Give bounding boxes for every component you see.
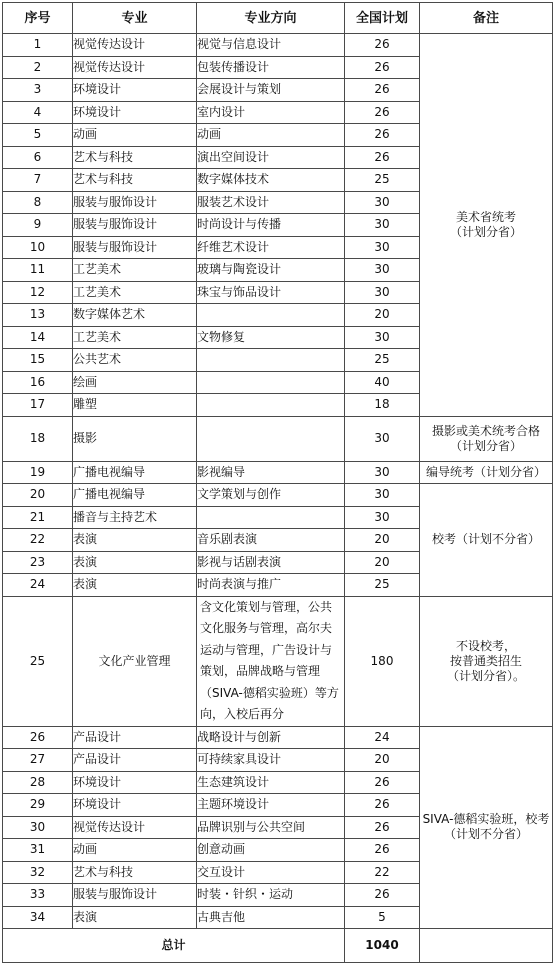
row-plan: 18 (345, 394, 420, 417)
row-plan: 30 (345, 259, 420, 282)
row-plan: 22 (345, 861, 420, 884)
row-seq: 5 (3, 124, 73, 147)
row-seq: 15 (3, 349, 73, 372)
row-major: 环境设计 (73, 771, 197, 794)
row-major: 绘画 (73, 371, 197, 394)
row-seq: 6 (3, 146, 73, 169)
row-direction (197, 394, 345, 417)
row-major: 动画 (73, 124, 197, 147)
row-major: 艺术与科技 (73, 861, 197, 884)
row-major: 数字媒体艺术 (73, 304, 197, 327)
row-direction: 会展设计与策划 (197, 79, 345, 102)
row-major: 环境设计 (73, 794, 197, 817)
row-plan: 30 (345, 506, 420, 529)
note-line: （计划分省） (449, 224, 522, 239)
table-row (3, 596, 553, 726)
row-major: 工艺美术 (73, 281, 197, 304)
row-direction: 古典吉他 (197, 906, 345, 929)
row-direction (197, 371, 345, 394)
table-body (3, 34, 553, 929)
row-direction (197, 349, 345, 372)
row-seq: 34 (3, 906, 73, 929)
row-direction (197, 416, 345, 461)
row-direction: 战略设计与创新 (197, 726, 345, 749)
header-seq: 序号 (3, 3, 73, 34)
table-row (3, 461, 553, 484)
row-plan: 25 (345, 349, 420, 372)
note-cell (420, 596, 553, 726)
row-direction: 包装传播设计 (197, 56, 345, 79)
row-direction: 生态建筑设计 (197, 771, 345, 794)
header-plan: 全国计划 (345, 3, 420, 34)
row-major: 服装与服饰设计 (73, 191, 197, 214)
row-major: 服装与服饰设计 (73, 236, 197, 259)
note-line: SIVA-德稻实验班，校考 (422, 812, 550, 827)
row-major: 环境设计 (73, 101, 197, 124)
header-row (3, 3, 553, 34)
row-plan: 26 (345, 794, 420, 817)
row-plan: 30 (345, 236, 420, 259)
row-seq: 23 (3, 551, 73, 574)
header-direction: 专业方向 (197, 3, 345, 34)
row-seq: 19 (3, 461, 73, 484)
row-major: 文化产业管理 (73, 596, 197, 726)
row-major: 环境设计 (73, 79, 197, 102)
row-direction: 纤维艺术设计 (197, 236, 345, 259)
row-direction: 主题环境设计 (197, 794, 345, 817)
row-major: 广播电视编导 (73, 484, 197, 507)
row-seq: 16 (3, 371, 73, 394)
row-direction (197, 304, 345, 327)
row-plan: 26 (345, 884, 420, 907)
row-seq: 3 (3, 79, 73, 102)
row-major: 广播电视编导 (73, 461, 197, 484)
enrollment-plan-table (2, 2, 553, 963)
note-line: 按普通类招生 (449, 653, 522, 668)
row-seq: 7 (3, 169, 73, 192)
row-major: 艺术与科技 (73, 169, 197, 192)
row-major: 表演 (73, 551, 197, 574)
row-major: 工艺美术 (73, 326, 197, 349)
note-line: 编导统考（计划分省） (425, 464, 546, 479)
note-line: 不设校考， (455, 638, 516, 653)
row-direction: 服装艺术设计 (197, 191, 345, 214)
table-row (3, 416, 553, 461)
row-major: 服装与服饰设计 (73, 214, 197, 237)
row-major: 表演 (73, 529, 197, 552)
row-plan: 26 (345, 56, 420, 79)
row-major: 产品设计 (73, 749, 197, 772)
row-plan: 25 (345, 169, 420, 192)
row-direction: 创意动画 (197, 839, 345, 862)
row-seq: 30 (3, 816, 73, 839)
row-plan: 30 (345, 326, 420, 349)
note-line: （计划分省）。 (446, 668, 525, 683)
row-seq: 22 (3, 529, 73, 552)
row-plan: 20 (345, 749, 420, 772)
row-plan: 180 (345, 596, 420, 726)
row-plan: 26 (345, 34, 420, 57)
row-direction: 文学策划与创作 (197, 484, 345, 507)
row-seq: 11 (3, 259, 73, 282)
row-plan: 26 (345, 146, 420, 169)
row-plan: 30 (345, 191, 420, 214)
row-direction: 时尚设计与传播 (197, 214, 345, 237)
row-plan: 24 (345, 726, 420, 749)
row-plan: 26 (345, 839, 420, 862)
row-seq: 29 (3, 794, 73, 817)
row-major: 视觉传达设计 (73, 56, 197, 79)
row-seq: 12 (3, 281, 73, 304)
note-cell (420, 726, 553, 929)
note-cell (420, 461, 553, 484)
row-direction: 玻璃与陶瓷设计 (197, 259, 345, 282)
row-direction: 品牌识别与公共空间 (197, 816, 345, 839)
row-direction: 影视与话剧表演 (197, 551, 345, 574)
row-plan: 5 (345, 906, 420, 929)
row-seq: 21 (3, 506, 73, 529)
note-cell (420, 484, 553, 597)
row-seq: 10 (3, 236, 73, 259)
row-direction: 交互设计 (197, 861, 345, 884)
note-line: 美术省统考 (455, 209, 516, 224)
row-seq: 4 (3, 101, 73, 124)
row-plan: 30 (345, 281, 420, 304)
row-direction: 动画 (197, 124, 345, 147)
row-major: 表演 (73, 906, 197, 929)
row-major: 雕塑 (73, 394, 197, 417)
row-direction: 数字媒体技术 (197, 169, 345, 192)
row-plan: 20 (345, 304, 420, 327)
row-direction: 影视编导 (197, 461, 345, 484)
note-line: （计划不分省） (443, 827, 528, 842)
row-direction: 可持续家具设计 (197, 749, 345, 772)
row-seq: 20 (3, 484, 73, 507)
row-major: 视觉传达设计 (73, 34, 197, 57)
row-direction: 珠宝与饰品设计 (197, 281, 345, 304)
row-major: 播音与主持艺术 (73, 506, 197, 529)
row-plan: 40 (345, 371, 420, 394)
row-seq: 13 (3, 304, 73, 327)
row-major: 产品设计 (73, 726, 197, 749)
note-line: 校考（计划不分省） (431, 532, 540, 547)
row-seq: 9 (3, 214, 73, 237)
row-direction: 时尚表演与推广 (197, 574, 345, 597)
row-direction: 音乐剧表演 (197, 529, 345, 552)
enrollment-plan-table-container (2, 2, 552, 963)
row-direction (197, 506, 345, 529)
row-plan: 30 (345, 484, 420, 507)
row-plan: 26 (345, 124, 420, 147)
row-plan: 25 (345, 574, 420, 597)
total-row (3, 929, 553, 963)
row-direction: 文物修复 (197, 326, 345, 349)
row-seq: 27 (3, 749, 73, 772)
row-major: 表演 (73, 574, 197, 597)
table-row (3, 34, 553, 57)
row-major: 工艺美术 (73, 259, 197, 282)
row-seq: 14 (3, 326, 73, 349)
row-seq: 31 (3, 839, 73, 862)
note-line: （计划分省） (449, 438, 522, 453)
row-seq: 25 (3, 596, 73, 726)
header-note: 备注 (420, 3, 553, 34)
row-seq: 28 (3, 771, 73, 794)
table-row (3, 484, 553, 507)
row-seq: 26 (3, 726, 73, 749)
row-seq: 2 (3, 56, 73, 79)
row-direction: 视觉与信息设计 (197, 34, 345, 57)
row-seq: 33 (3, 884, 73, 907)
row-seq: 8 (3, 191, 73, 214)
row-plan: 30 (345, 214, 420, 237)
note-cell (420, 34, 553, 417)
row-major: 动画 (73, 839, 197, 862)
total-label: 总计 (3, 929, 345, 963)
note-cell (420, 416, 553, 461)
total-note (420, 929, 553, 963)
row-direction: 含文化策划与管理，公共文化服务与管理，高尔夫运动与管理，广告设计与策划，品牌战略与管理（SIVA-德稻实验班）等方向，入校后再分 (197, 596, 345, 726)
row-major: 服装与服饰设计 (73, 884, 197, 907)
row-seq: 1 (3, 34, 73, 57)
row-direction: 室内设计 (197, 101, 345, 124)
row-plan: 26 (345, 816, 420, 839)
header-major: 专业 (73, 3, 197, 34)
row-seq: 17 (3, 394, 73, 417)
row-plan: 26 (345, 79, 420, 102)
table-row (3, 726, 553, 749)
total-value: 1040 (345, 929, 420, 963)
note-line: 摄影或美术统考合格 (431, 423, 540, 438)
row-direction: 时装・针织・运动 (197, 884, 345, 907)
row-seq: 32 (3, 861, 73, 884)
row-plan: 26 (345, 101, 420, 124)
row-plan: 20 (345, 529, 420, 552)
row-plan: 30 (345, 461, 420, 484)
row-plan: 26 (345, 771, 420, 794)
row-seq: 18 (3, 416, 73, 461)
row-major: 摄影 (73, 416, 197, 461)
row-direction: 演出空间设计 (197, 146, 345, 169)
row-major: 视觉传达设计 (73, 816, 197, 839)
row-major: 公共艺术 (73, 349, 197, 372)
row-major: 艺术与科技 (73, 146, 197, 169)
row-plan: 20 (345, 551, 420, 574)
row-seq: 24 (3, 574, 73, 597)
row-plan: 30 (345, 416, 420, 461)
